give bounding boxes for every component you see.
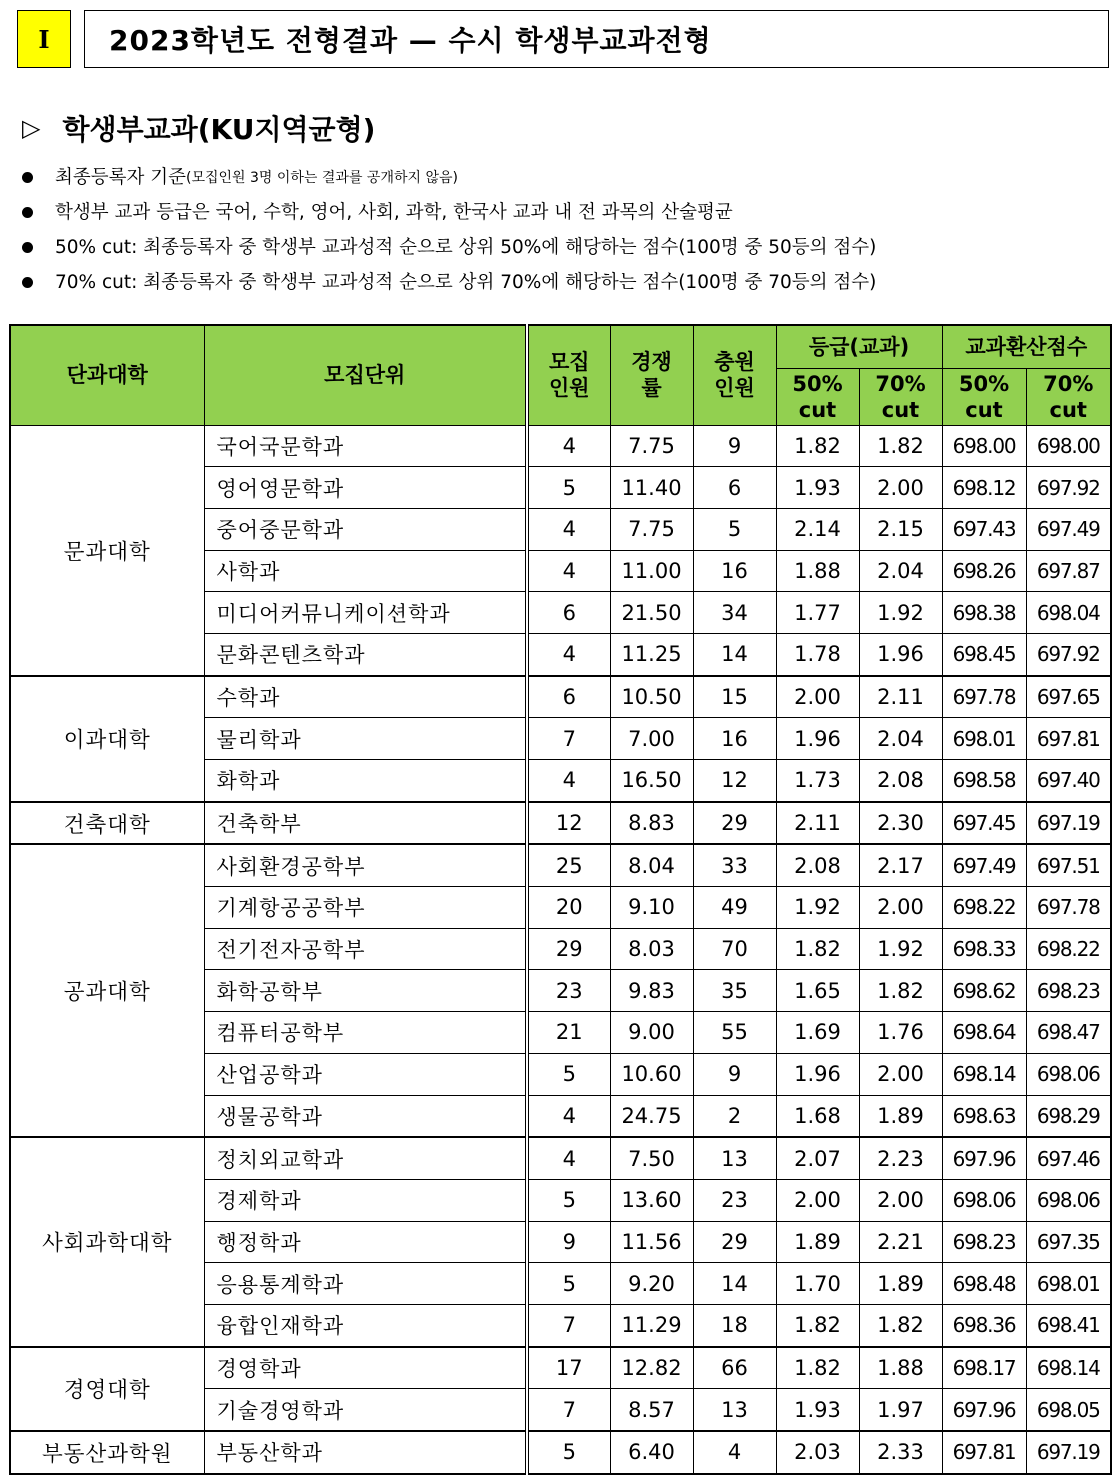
- quota-cell: 21: [527, 1012, 610, 1054]
- score50-cell: 698.64: [942, 1012, 1026, 1054]
- grade50-cell: 2.07: [776, 1137, 859, 1179]
- extra-cell: 5: [693, 508, 776, 550]
- unit-cell: 산업공학과: [204, 1053, 527, 1095]
- extra-cell: 55: [693, 1012, 776, 1054]
- extra-cell: 18: [693, 1304, 776, 1346]
- unit-cell: 사회환경공학부: [204, 844, 527, 886]
- unit-cell: 기술경영학과: [204, 1389, 527, 1431]
- score70-cell: 697.49: [1026, 508, 1111, 550]
- quota-cell: 5: [527, 1431, 610, 1474]
- college-cell: 문과대학: [10, 425, 204, 676]
- ratio-cell: 7.00: [610, 718, 693, 760]
- quota-cell: 4: [527, 633, 610, 675]
- grade50-cell: 1.77: [776, 592, 859, 634]
- score70-cell: 697.81: [1026, 718, 1111, 760]
- score70-cell: 698.01: [1026, 1263, 1111, 1305]
- score70-cell: 698.04: [1026, 592, 1111, 634]
- grade50-cell: 1.82: [776, 1347, 859, 1389]
- extra-cell: 9: [693, 1053, 776, 1095]
- score50-cell: 697.96: [942, 1389, 1026, 1431]
- grade50-cell: 2.11: [776, 802, 859, 845]
- header-score: 교과환산점수: [942, 325, 1111, 368]
- grade70-cell: 1.82: [859, 1304, 942, 1346]
- notes-list: [22, 160, 1102, 300]
- unit-cell: 국어국문학과: [204, 425, 527, 467]
- ratio-cell: 12.82: [610, 1347, 693, 1389]
- header-college: 단과대학: [10, 325, 204, 425]
- note-item: 학생부 교과 등급은 국어, 수학, 영어, 사회, 과학, 한국사 교과 내 전 과목의 산술평균: [22, 195, 1102, 230]
- table-row: [10, 1137, 1111, 1179]
- header-unit: 모집단위: [204, 325, 527, 425]
- score50-cell: 698.23: [942, 1221, 1026, 1263]
- score70-cell: 698.06: [1026, 1179, 1111, 1221]
- grade70-cell: 2.15: [859, 508, 942, 550]
- ratio-cell: 21.50: [610, 592, 693, 634]
- header-ratio: 경쟁 률: [610, 325, 693, 425]
- extra-cell: 6: [693, 467, 776, 509]
- quota-cell: 9: [527, 1221, 610, 1263]
- extra-cell: 14: [693, 633, 776, 675]
- score70-cell: 697.19: [1026, 802, 1111, 845]
- table-body: [10, 425, 1111, 1474]
- bullet-icon: [22, 277, 33, 288]
- extra-cell: 13: [693, 1137, 776, 1179]
- quota-cell: 4: [527, 1137, 610, 1179]
- quota-cell: 4: [527, 508, 610, 550]
- ratio-cell: 7.75: [610, 508, 693, 550]
- table-row: [10, 425, 1111, 467]
- extra-cell: 15: [693, 676, 776, 718]
- quota-cell: 4: [527, 550, 610, 592]
- score70-cell: 698.14: [1026, 1347, 1111, 1389]
- grade70-cell: 1.96: [859, 633, 942, 675]
- grade50-cell: 1.82: [776, 1304, 859, 1346]
- grade50-cell: 1.93: [776, 467, 859, 509]
- score50-cell: 698.62: [942, 970, 1026, 1012]
- chapter-badge: I: [17, 10, 71, 68]
- score50-cell: 697.81: [942, 1431, 1026, 1474]
- grade70-cell: 2.21: [859, 1221, 942, 1263]
- score70-cell: 697.46: [1026, 1137, 1111, 1179]
- score70-cell: 698.00: [1026, 425, 1111, 467]
- quota-cell: 7: [527, 718, 610, 760]
- score70-cell: 697.78: [1026, 887, 1111, 929]
- quota-cell: 5: [527, 1263, 610, 1305]
- score50-cell: 697.45: [942, 802, 1026, 845]
- ratio-cell: 11.29: [610, 1304, 693, 1346]
- extra-cell: 29: [693, 802, 776, 845]
- score50-cell: 697.49: [942, 844, 1026, 886]
- ratio-cell: 6.40: [610, 1431, 693, 1474]
- grade70-cell: 2.00: [859, 1179, 942, 1221]
- grade70-cell: 2.00: [859, 887, 942, 929]
- score50-cell: 697.78: [942, 676, 1026, 718]
- score50-cell: 698.17: [942, 1347, 1026, 1389]
- grade50-cell: 2.08: [776, 844, 859, 886]
- college-cell: 건축대학: [10, 802, 204, 845]
- grade50-cell: 1.93: [776, 1389, 859, 1431]
- grade70-cell: 2.08: [859, 760, 942, 802]
- unit-cell: 전기전자공학부: [204, 928, 527, 970]
- quota-cell: 12: [527, 802, 610, 845]
- quota-cell: 23: [527, 970, 610, 1012]
- unit-cell: 융합인재학과: [204, 1304, 527, 1346]
- grade70-cell: 1.92: [859, 928, 942, 970]
- extra-cell: 13: [693, 1389, 776, 1431]
- ratio-cell: 11.25: [610, 633, 693, 675]
- ratio-cell: 11.00: [610, 550, 693, 592]
- extra-cell: 16: [693, 550, 776, 592]
- college-cell: 부동산과학원: [10, 1431, 204, 1474]
- grade70-cell: 2.23: [859, 1137, 942, 1179]
- grade50-cell: 1.73: [776, 760, 859, 802]
- score50-cell: 698.26: [942, 550, 1026, 592]
- quota-cell: 5: [527, 1179, 610, 1221]
- table-row: [10, 802, 1111, 845]
- grade50-cell: 1.70: [776, 1263, 859, 1305]
- score70-cell: 697.92: [1026, 633, 1111, 675]
- unit-cell: 컴퓨터공학부: [204, 1012, 527, 1054]
- quota-cell: 7: [527, 1304, 610, 1346]
- quota-cell: 25: [527, 844, 610, 886]
- grade70-cell: 1.76: [859, 1012, 942, 1054]
- extra-cell: 14: [693, 1263, 776, 1305]
- ratio-cell: 8.03: [610, 928, 693, 970]
- ratio-cell: 8.04: [610, 844, 693, 886]
- quota-cell: 5: [527, 467, 610, 509]
- score70-cell: 698.23: [1026, 970, 1111, 1012]
- score50-cell: 698.63: [942, 1095, 1026, 1137]
- score50-cell: 698.14: [942, 1053, 1026, 1095]
- score50-cell: 698.38: [942, 592, 1026, 634]
- grade50-cell: 2.03: [776, 1431, 859, 1474]
- unit-cell: 물리학과: [204, 718, 527, 760]
- grade50-cell: 1.68: [776, 1095, 859, 1137]
- grade70-cell: 1.82: [859, 425, 942, 467]
- quota-cell: 7: [527, 1389, 610, 1431]
- unit-cell: 화학과: [204, 760, 527, 802]
- grade50-cell: 1.88: [776, 550, 859, 592]
- unit-cell: 미디어커뮤니케이션학과: [204, 592, 527, 634]
- header-grade-70: 70% cut: [859, 368, 942, 425]
- extra-cell: 16: [693, 718, 776, 760]
- ratio-cell: 13.60: [610, 1179, 693, 1221]
- section-heading: [22, 108, 375, 148]
- extra-cell: 29: [693, 1221, 776, 1263]
- grade70-cell: 2.00: [859, 467, 942, 509]
- unit-cell: 응용통계학과: [204, 1263, 527, 1305]
- page-title: 2023학년도 전형결과 — 수시 학생부교과전형: [84, 10, 1109, 68]
- header-extra: 충원 인원: [693, 325, 776, 425]
- college-cell: 이과대학: [10, 676, 204, 802]
- grade70-cell: 2.00: [859, 1053, 942, 1095]
- score50-cell: 697.43: [942, 508, 1026, 550]
- unit-cell: 중어중문학과: [204, 508, 527, 550]
- table-row: [10, 1431, 1111, 1474]
- ratio-cell: 24.75: [610, 1095, 693, 1137]
- score70-cell: 698.22: [1026, 928, 1111, 970]
- grade50-cell: 1.89: [776, 1221, 859, 1263]
- extra-cell: 2: [693, 1095, 776, 1137]
- unit-cell: 생물공학과: [204, 1095, 527, 1137]
- unit-cell: 경제학과: [204, 1179, 527, 1221]
- note-item: 최종등록자 기준 (모집인원 3명 이하는 결과를 공개하지 않음): [22, 160, 1102, 195]
- score50-cell: 697.96: [942, 1137, 1026, 1179]
- ratio-cell: 7.50: [610, 1137, 693, 1179]
- college-cell: 공과대학: [10, 844, 204, 1137]
- triangle-marker-icon: ▷: [22, 114, 41, 142]
- grade70-cell: 1.92: [859, 592, 942, 634]
- grade70-cell: 2.11: [859, 676, 942, 718]
- college-cell: 사회과학대학: [10, 1137, 204, 1346]
- grade70-cell: 1.89: [859, 1095, 942, 1137]
- score50-cell: 698.58: [942, 760, 1026, 802]
- header-quota: 모집 인원: [527, 325, 610, 425]
- quota-cell: 4: [527, 425, 610, 467]
- quota-cell: 4: [527, 1095, 610, 1137]
- quota-cell: 17: [527, 1347, 610, 1389]
- score70-cell: 697.19: [1026, 1431, 1111, 1474]
- note-item: 50% cut: 최종등록자 중 학생부 교과성적 순으로 상위 50%에 해당하는 점수(100명 중 50등의 점수): [22, 230, 1102, 265]
- extra-cell: 70: [693, 928, 776, 970]
- unit-cell: 기계항공공학부: [204, 887, 527, 929]
- page-header: [17, 10, 1109, 68]
- header-grade-50: 50% cut: [776, 368, 859, 425]
- grade70-cell: 2.33: [859, 1431, 942, 1474]
- grade50-cell: 1.78: [776, 633, 859, 675]
- college-cell: 경영대학: [10, 1347, 204, 1431]
- grade70-cell: 1.89: [859, 1263, 942, 1305]
- unit-cell: 사학과: [204, 550, 527, 592]
- score70-cell: 697.35: [1026, 1221, 1111, 1263]
- unit-cell: 행정학과: [204, 1221, 527, 1263]
- ratio-cell: 9.83: [610, 970, 693, 1012]
- ratio-cell: 9.20: [610, 1263, 693, 1305]
- score50-cell: 698.22: [942, 887, 1026, 929]
- score50-cell: 698.06: [942, 1179, 1026, 1221]
- grade70-cell: 1.82: [859, 970, 942, 1012]
- extra-cell: 49: [693, 887, 776, 929]
- section-title: 학생부교과(KU지역균형): [62, 113, 376, 146]
- ratio-cell: 11.56: [610, 1221, 693, 1263]
- header-score-70: 70% cut: [1026, 368, 1111, 425]
- score70-cell: 697.92: [1026, 467, 1111, 509]
- extra-cell: 23: [693, 1179, 776, 1221]
- score70-cell: 698.06: [1026, 1053, 1111, 1095]
- quota-cell: 6: [527, 676, 610, 718]
- bullet-icon: [22, 207, 33, 218]
- unit-cell: 문화콘텐츠학과: [204, 633, 527, 675]
- extra-cell: 66: [693, 1347, 776, 1389]
- table-row: [10, 676, 1111, 718]
- grade70-cell: 2.30: [859, 802, 942, 845]
- ratio-cell: 10.60: [610, 1053, 693, 1095]
- score50-cell: 698.45: [942, 633, 1026, 675]
- score50-cell: 698.01: [942, 718, 1026, 760]
- extra-cell: 4: [693, 1431, 776, 1474]
- table-row: [10, 1347, 1111, 1389]
- grade70-cell: 2.04: [859, 550, 942, 592]
- extra-cell: 12: [693, 760, 776, 802]
- grade50-cell: 1.82: [776, 425, 859, 467]
- ratio-cell: 8.57: [610, 1389, 693, 1431]
- unit-cell: 영어영문학과: [204, 467, 527, 509]
- score70-cell: 697.40: [1026, 760, 1111, 802]
- grade50-cell: 1.69: [776, 1012, 859, 1054]
- quota-cell: 20: [527, 887, 610, 929]
- unit-cell: 부동산학과: [204, 1431, 527, 1474]
- ratio-cell: 11.40: [610, 467, 693, 509]
- extra-cell: 34: [693, 592, 776, 634]
- score50-cell: 698.00: [942, 425, 1026, 467]
- ratio-cell: 7.75: [610, 425, 693, 467]
- ratio-cell: 9.10: [610, 887, 693, 929]
- grade50-cell: 2.00: [776, 1179, 859, 1221]
- unit-cell: 건축학부: [204, 802, 527, 845]
- ratio-cell: 16.50: [610, 760, 693, 802]
- bullet-icon: [22, 172, 33, 183]
- grade70-cell: 2.17: [859, 844, 942, 886]
- results-table: [9, 324, 1112, 1475]
- extra-cell: 35: [693, 970, 776, 1012]
- unit-cell: 정치외교학과: [204, 1137, 527, 1179]
- extra-cell: 9: [693, 425, 776, 467]
- score70-cell: 697.87: [1026, 550, 1111, 592]
- grade50-cell: 1.65: [776, 970, 859, 1012]
- header-score-50: 50% cut: [942, 368, 1026, 425]
- bullet-icon: [22, 242, 33, 253]
- score70-cell: 698.47: [1026, 1012, 1111, 1054]
- grade70-cell: 1.97: [859, 1389, 942, 1431]
- ratio-cell: 9.00: [610, 1012, 693, 1054]
- grade50-cell: 1.96: [776, 718, 859, 760]
- unit-cell: 화학공학부: [204, 970, 527, 1012]
- unit-cell: 수학과: [204, 676, 527, 718]
- grade70-cell: 1.88: [859, 1347, 942, 1389]
- score50-cell: 698.36: [942, 1304, 1026, 1346]
- header-grade: 등급(교과): [776, 325, 942, 368]
- score50-cell: 698.12: [942, 467, 1026, 509]
- ratio-cell: 8.83: [610, 802, 693, 845]
- score70-cell: 698.29: [1026, 1095, 1111, 1137]
- table-row: [10, 844, 1111, 886]
- grade50-cell: 1.82: [776, 928, 859, 970]
- score70-cell: 698.41: [1026, 1304, 1111, 1346]
- score70-cell: 697.51: [1026, 844, 1111, 886]
- grade70-cell: 2.04: [859, 718, 942, 760]
- ratio-cell: 10.50: [610, 676, 693, 718]
- quota-cell: 5: [527, 1053, 610, 1095]
- score70-cell: 698.05: [1026, 1389, 1111, 1431]
- unit-cell: 경영학과: [204, 1347, 527, 1389]
- score50-cell: 698.48: [942, 1263, 1026, 1305]
- score50-cell: 698.33: [942, 928, 1026, 970]
- grade50-cell: 2.00: [776, 676, 859, 718]
- quota-cell: 4: [527, 760, 610, 802]
- grade50-cell: 2.14: [776, 508, 859, 550]
- quota-cell: 6: [527, 592, 610, 634]
- score70-cell: 697.65: [1026, 676, 1111, 718]
- note-item: 70% cut: 최종등록자 중 학생부 교과성적 순으로 상위 70%에 해당하는 점수(100명 중 70등의 점수): [22, 265, 1102, 300]
- grade50-cell: 1.96: [776, 1053, 859, 1095]
- quota-cell: 29: [527, 928, 610, 970]
- grade50-cell: 1.92: [776, 887, 859, 929]
- extra-cell: 33: [693, 844, 776, 886]
